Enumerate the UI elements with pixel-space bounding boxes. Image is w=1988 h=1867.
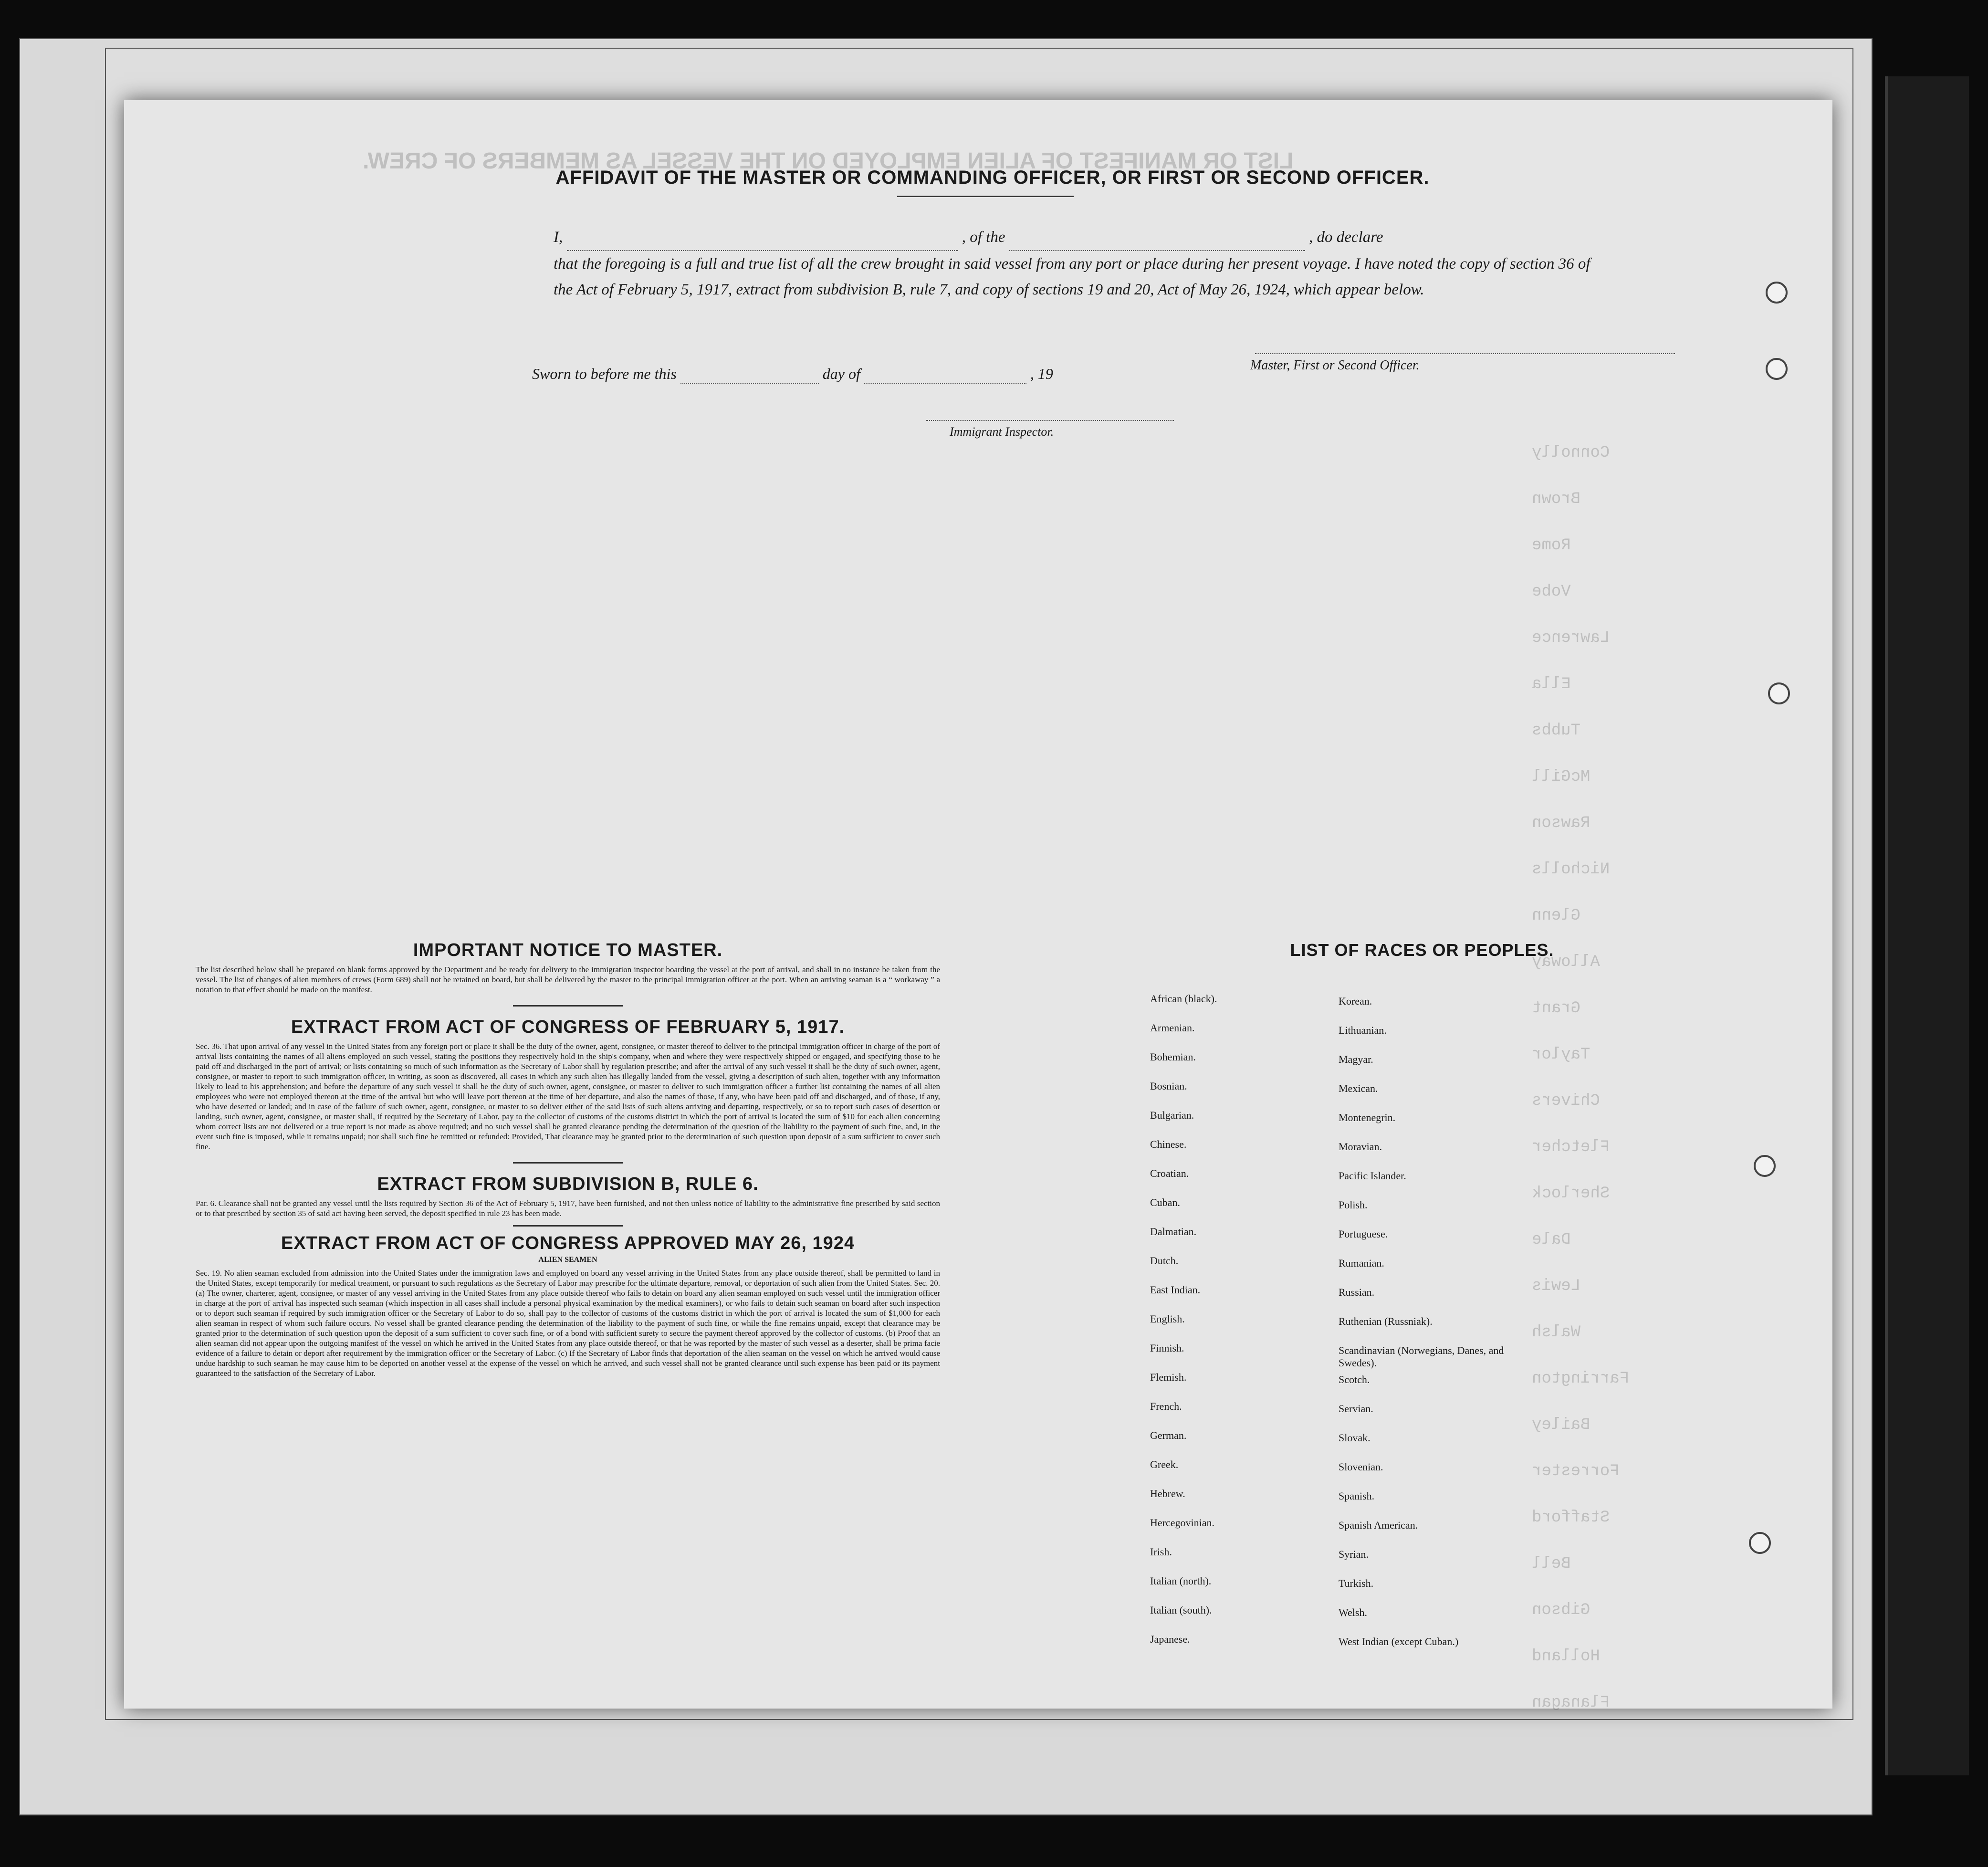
race-item: Welsh.: [1339, 1606, 1367, 1618]
extract-1917-title: EXTRACT FROM ACT OF CONGRESS OF FEBRUARY 5, 1917.: [291, 1017, 845, 1037]
race-item: Lithuanian.: [1339, 1024, 1387, 1036]
affidavit-page: [124, 100, 1832, 1712]
bleed-through-name: Rawson: [1532, 814, 1590, 832]
race-item: Hebrew.: [1150, 1488, 1185, 1500]
extract-1924-subtitle: ALIEN SEAMEN: [538, 1256, 597, 1264]
punch-hole: [1754, 1155, 1776, 1177]
race-item: Bulgarian.: [1150, 1109, 1194, 1121]
affidavit-title: AFFIDAVIT OF THE MASTER OR COMMANDING OFFICER, OR FIRST OR SECOND OFFICER.: [555, 167, 1430, 188]
notice-text: The list described below shall be prepared on blank forms approved by the Department and be ready for delivery to the immigration inspector boarding the vessel at the port of arrival, and shall in no instance be taken from the vessel. The list of changes of alien members of crews (Form 689) shall not be retained on board, but shall be delivered by the master to the principal immigration officer at the port. When an arriving seaman is a “ workaway ” a notation to that effect should be made on the manifest.: [196, 965, 940, 994]
race-item: Flemish.: [1150, 1371, 1187, 1383]
line1-i: I,: [554, 229, 563, 246]
race-item: Syrian.: [1339, 1548, 1369, 1560]
bleed-through-name: Taylor: [1532, 1046, 1590, 1064]
bleed-through-name: Glenn: [1532, 907, 1581, 925]
extract-rule6-title: EXTRACT FROM SUBDIVISION B, RULE 6.: [377, 1174, 759, 1194]
extract-1917-text: Sec. 36. That upon arrival of any vessel in the United States from any foreign port or place it shall be the duty of the owner, agent, consignee, or master thereof to deliver to the principal immigration officer in charge of the port of arrival lists containing the names of all aliens employed on such vessel, stating the positions they respectively hold in the ship's company, when and where they were respectively shipped or engaged, and specifying those to be paid off and discharged in the port of arrival; or lists containing so much of such information as the Secretary of Labor shall by regulation prescribe; and after the arrival of any such vessel it shall be the duty of such owner, agent, consignee, or master to report to such immigration officer, in writing, as soon as discovered, all cases in which any such alien has illegally landed from the vessel, giving a description of such alien, together with any information likely to lead to his apprehension; and before the departure of any such vessel it shall be the duty of such owner, agent, consignee, or master to deliver to such immigration officer a further list containing the names of all alien employees who were not employed thereon at the time of the arrival but who will leave port thereon at the time of her departure, and also the names of those, if any, who have been paid off and discharged, and of those, if any, who have deserted or landed; and in case of the failure of such owner, agent, consignee, or master to so deliver either of the said lists of such aliens arriving and departing, respectively, or so to report such cases of desertion or landing, such owner, agent, consignee, or master shall, if required by the Secretary of Labor, pay to the collector of customs of the customs district in which the port of arrival is located the sum of $10 for each alien concerning whom correct lists are not delivered or a true report is not made as above required; and no such vessel shall be granted clearance pending the determination of the question of the liability to the payment of such fine, and, in the event such fine is imposed, while it remains unpaid; nor shall such fine be remitted or refunded: Provided, That clearance may be granted prior to the determination of such question upon deposit of a sum sufficient to cover such fine.: [196, 1042, 940, 1151]
bleed-through-name: Lawrence: [1532, 629, 1610, 647]
race-item: Slovenian.: [1339, 1461, 1383, 1473]
race-item: Finnish.: [1150, 1342, 1184, 1354]
bleed-through-name: Alloway: [1532, 953, 1600, 971]
sworn-line: [532, 365, 1053, 384]
line1-of-the: , of the: [962, 229, 1005, 246]
race-item: Greek.: [1150, 1458, 1179, 1470]
sworn-text: Sworn to before me this: [532, 365, 677, 382]
race-item: French.: [1150, 1400, 1182, 1412]
race-item: Hercegovinian.: [1150, 1517, 1214, 1529]
race-item: English.: [1150, 1313, 1185, 1325]
bleed-through-name: Chivers: [1532, 1092, 1600, 1110]
sworn-month-blank[interactable]: [864, 365, 1026, 384]
race-item: West Indian (except Cuban.): [1339, 1636, 1459, 1647]
bleed-through-name: Grant: [1532, 999, 1581, 1017]
race-item: Montenegrin.: [1339, 1112, 1396, 1123]
race-item: Slovak.: [1339, 1432, 1371, 1444]
race-item: Italian (north).: [1150, 1575, 1212, 1587]
master-signature-label: Master, First or Second Officer.: [1250, 358, 1420, 373]
race-item: Irish.: [1150, 1546, 1172, 1558]
bleed-through-name: Holland: [1532, 1647, 1600, 1666]
extract-rule6-text: Par. 6. Clearance shall not be granted any vessel until the lists required by Section 36 of the Act of February 5, 1917, have been furnished, and not then unless notice of liability to the administrative fine prescribed by said section or to that prescribed by section 35 of said act having been served, the deposit specified in rule 23 has been made.: [196, 1199, 940, 1218]
bleed-through-name: Connolly: [1532, 444, 1610, 462]
race-item: Ruthenian (Russniak).: [1339, 1315, 1433, 1327]
bleed-through-name: Gibson: [1532, 1601, 1590, 1619]
vessel-blank[interactable]: [1009, 224, 1305, 251]
bleed-through-name: Farrington: [1532, 1370, 1630, 1388]
race-item: Dutch.: [1150, 1255, 1179, 1267]
extract-1924-title: EXTRACT FROM ACT OF CONGRESS APPROVED MAY 26, 1924: [281, 1233, 855, 1253]
race-item: Croatian.: [1150, 1167, 1189, 1179]
name-blank[interactable]: [567, 224, 958, 251]
race-item: Rumanian.: [1339, 1257, 1384, 1269]
line1-declare: , do declare: [1308, 229, 1383, 246]
race-item: Spanish American.: [1339, 1519, 1418, 1531]
race-item: East Indian.: [1150, 1284, 1201, 1296]
bleed-through-name: Sherlock: [1532, 1185, 1610, 1203]
bleed-through-name: Nicholls: [1532, 860, 1610, 879]
inspector-label: Immigrant Inspector.: [950, 425, 1054, 439]
bleed-through-name: Vobe: [1532, 583, 1571, 601]
bleed-through-name: Tubbs: [1532, 722, 1581, 740]
race-item: Cuban.: [1150, 1196, 1180, 1208]
bleed-through-name: Rome: [1532, 536, 1571, 555]
left-column: [196, 940, 940, 1378]
race-item: Turkish.: [1339, 1577, 1374, 1589]
bleed-through-name: Brown: [1532, 490, 1581, 508]
race-item: Japanese.: [1150, 1633, 1190, 1645]
divider: [513, 1005, 623, 1007]
bleed-through-name: McGill: [1532, 768, 1590, 786]
race-item: African (black).: [1150, 993, 1217, 1005]
bleed-through-name: Dale: [1532, 1231, 1571, 1249]
race-item: Servian.: [1339, 1403, 1373, 1415]
race-item: Italian (south).: [1150, 1604, 1212, 1616]
bleed-through-name: Forrester: [1532, 1462, 1620, 1480]
bleed-through-title: LIST OR MANIFEST OF ALIEN EMPLOYED ON THE VESSEL AS MEMBERS OF CREW.: [363, 148, 1294, 174]
divider: [513, 1162, 623, 1164]
race-item: Russian.: [1339, 1286, 1375, 1298]
sworn-day-blank[interactable]: [680, 365, 819, 384]
punch-hole: [1768, 682, 1790, 704]
punch-hole: [1766, 358, 1788, 380]
race-item: Scandinavian (Norwegians, Danes, and Swedes).: [1339, 1344, 1504, 1369]
race-item: Spanish.: [1339, 1490, 1375, 1502]
race-item: Magyar.: [1339, 1053, 1373, 1065]
declaration-body: that the foregoing is a full and true list of all the crew brought in said vessel from any port or place during her present voyage. I have noted the copy of section 36 of the Act of February 5, 1917, extract from subdivision B, rule 7, and copy of sections 19 and 20, Act of May 26, 1924, which appear below.: [554, 255, 1590, 298]
race-item: Moravian.: [1339, 1141, 1382, 1153]
divider: [513, 1225, 623, 1227]
binder-strip: [1885, 76, 1969, 1775]
race-item: Chinese.: [1150, 1138, 1187, 1150]
bleed-through-name: Bell: [1532, 1555, 1571, 1573]
race-item: Portuguese.: [1339, 1228, 1388, 1240]
bleed-through-name: Lewis: [1532, 1277, 1581, 1295]
race-item: Bosnian.: [1150, 1080, 1187, 1092]
race-item: German.: [1150, 1429, 1187, 1441]
race-item: Bohemian.: [1150, 1051, 1196, 1063]
punch-hole: [1766, 282, 1788, 304]
bleed-through-name: Bailey: [1532, 1416, 1590, 1434]
title-rule: [897, 196, 1074, 197]
bleed-through-name: Fletcher: [1532, 1138, 1610, 1156]
inspector-signature-line[interactable]: [926, 420, 1174, 421]
race-item: Dalmatian.: [1150, 1226, 1197, 1238]
extract-1924-text: Sec. 19. No alien seaman excluded from admission into the United States under the immigration laws and employed on board any vessel arriving in the United States from any place outside thereof, shall be permitted to land in the United States, except temporarily for medical treatment, or pursuant to such regulations as the Secretary of Labor may prescribe for the ultimate departure, removal, or deportation of such alien from the United States. Sec. 20. (a) The owner, charterer, agent, consignee, or master of any vessel arriving in the United States from any place outside thereof who fails to detain on board any alien seaman employed on such vessel until the immigration officer in charge at the port of arrival has inspected such seaman (which inspection in all cases shall include a personal physical examination by the medical examiners), or who fails to detain such seaman on board after such inspection or to deport such seaman if required by such immigration officer or the Secretary of Labor to do so, shall pay to the collector of customs of the customs district in which the port of arrival is located the sum of $1,000 for each alien seaman in respect of whom such failure occurs. No vessel shall be granted clearance pending the determination of the liability to the payment of such fine, or while the fine remains unpaid, except that clearance may be granted prior to the determination of such question upon the deposit of a sum sufficient to cover such fine, or of a bond with sufficient surety to secure the payment thereof approved by the collector of customs. (b) Proof that an alien seaman did not appear upon the outgoing manifest of the vessel on which he arrived in the United States from any place outside thereof, or that he was reported by the master of such vessel as a deserter, shall be prima facie evidence of a failure to detain or deport after requirement by the immigration officer or the Secretary of Labor. (c) If the Secretary of Labor finds that deportation of the alien seaman on the vessel on which he arrived would cause undue hardship to such seaman he may cause him to be deported on another vessel at the expense of the vessel on which he arrived, and such vessel shall not be granted clearance until such expense has been paid or its payment guaranteed to the satisfaction of the Secretary of Labor.: [196, 1269, 940, 1378]
year-text: , 19: [1030, 365, 1053, 382]
race-item: Pacific Islander.: [1339, 1170, 1406, 1182]
race-item: Polish.: [1339, 1199, 1368, 1211]
bleed-through-name: Ella: [1532, 675, 1571, 693]
day-of-text: day of: [822, 365, 860, 382]
bleed-through-name: Flanagan: [1532, 1694, 1610, 1712]
race-item: Armenian.: [1150, 1022, 1195, 1034]
bleed-through-name: Stafford: [1532, 1509, 1610, 1527]
race-item: Scotch.: [1339, 1374, 1370, 1385]
bleed-through-name: Walsh: [1532, 1323, 1581, 1342]
master-signature-line[interactable]: [1255, 353, 1675, 354]
race-item: Mexican.: [1339, 1082, 1378, 1094]
punch-hole: [1749, 1532, 1771, 1554]
races-title: LIST OF RACES OR PEOPLES.: [1290, 940, 1554, 960]
declaration-text: [554, 224, 1594, 303]
race-item: Korean.: [1339, 995, 1372, 1007]
notice-title: IMPORTANT NOTICE TO MASTER.: [413, 940, 723, 960]
